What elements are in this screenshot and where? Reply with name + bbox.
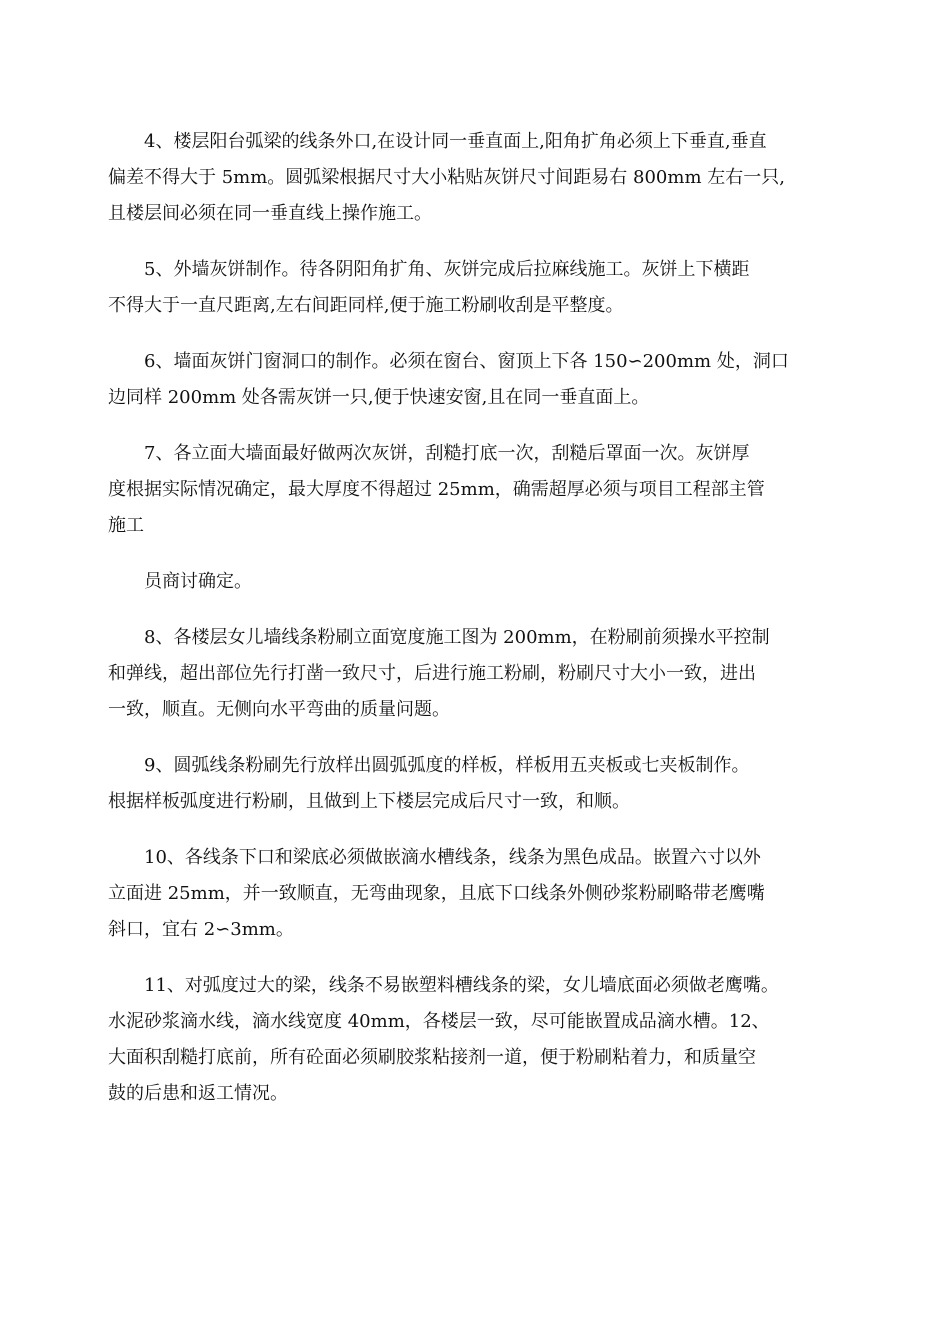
- paragraph-11: [108, 968, 846, 1112]
- text-line: 水泥砂浆滴水线，滴水线宽度 40mm，各楼层一致，尽可能嵌置成品滴水槽。12、: [108, 1011, 770, 1032]
- text-line: 员商讨确定。: [144, 571, 252, 592]
- text-line: 6、墙面灰饼门窗洞口的制作。必须在窗台、窗顶上下各 150∽200mm 处，洞口: [144, 351, 789, 372]
- document-body: [108, 124, 846, 1132]
- text-line: 7、各立面大墙面最好做两次灰饼，刮糙打底一次，刮糙后罩面一次。灰饼厚: [144, 443, 750, 464]
- paragraph-7-continued: [108, 564, 846, 600]
- text-line: 根据样板弧度进行粉刷，且做到上下楼层完成后尺寸一致，和顺。: [108, 791, 630, 812]
- text-line: 8、各楼层女儿墙线条粉刷立面宽度施工图为 200mm，在粉刷前须操水平控制: [144, 627, 770, 648]
- text-line: 偏差不得大于 5mm。圆弧梁根据尺寸大小粘贴灰饼尺寸间距易右 800mm 左右一只,: [108, 167, 785, 188]
- paragraph-4: [108, 124, 846, 232]
- paragraph-6: [108, 344, 846, 416]
- text-line: 和弹线，超出部位先行打凿一致尺寸，后进行施工粉刷，粉刷尺寸大小一致，进出: [108, 663, 756, 684]
- text-line: 不得大于一直尺距离,左右间距同样,便于施工粉刷收刮是平整度。: [108, 295, 624, 316]
- text-line: 且楼层间必须在同一垂直线上操作施工。: [108, 203, 432, 224]
- text-line: 边同样 200mm 处各需灰饼一只,便于快速安窗,且在同一垂直面上。: [108, 387, 650, 408]
- text-line: 10、各线条下口和梁底必须做嵌滴水槽线条，线条为黑色成品。嵌置六寸以外: [144, 847, 761, 868]
- paragraph-8: [108, 620, 846, 728]
- paragraph-5: [108, 252, 846, 324]
- text-line: 9、圆弧线条粉刷先行放样出圆弧弧度的样板，样板用五夹板或七夹板制作。: [144, 755, 750, 776]
- text-line: 11、对弧度过大的梁，线条不易嵌塑料槽线条的梁，女儿墙底面必须做老鹰嘴。: [144, 975, 779, 996]
- text-line: 施工: [108, 515, 144, 536]
- paragraph-7: [108, 436, 846, 544]
- text-line: 度根据实际情况确定，最大厚度不得超过 25mm，确需超厚必须与项目工程部主管: [108, 479, 765, 500]
- text-line: 立面进 25mm，并一致顺直，无弯曲现象，且底下口线条外侧砂浆粉刷略带老鹰嘴: [108, 883, 765, 904]
- text-line: 大面积刮糙打底前，所有砼面必须刷胶浆粘接剂一道，便于粉刷粘着力，和质量空: [108, 1047, 756, 1068]
- text-line: 5、外墙灰饼制作。待各阴阳角扩角、灰饼完成后拉麻线施工。灰饼上下横距: [144, 259, 750, 280]
- text-line: 一致，顺直。无侧向水平弯曲的质量问题。: [108, 699, 450, 720]
- text-line: 斜口，宜右 2∽3mm。: [108, 919, 294, 940]
- paragraph-9: [108, 748, 846, 820]
- text-line: 4、楼层阳台弧梁的线条外口,在设计同一垂直面上,阳角扩角必须上下垂直,垂直: [144, 131, 767, 152]
- paragraph-10: [108, 840, 846, 948]
- text-line: 鼓的后患和返工情况。: [108, 1083, 288, 1104]
